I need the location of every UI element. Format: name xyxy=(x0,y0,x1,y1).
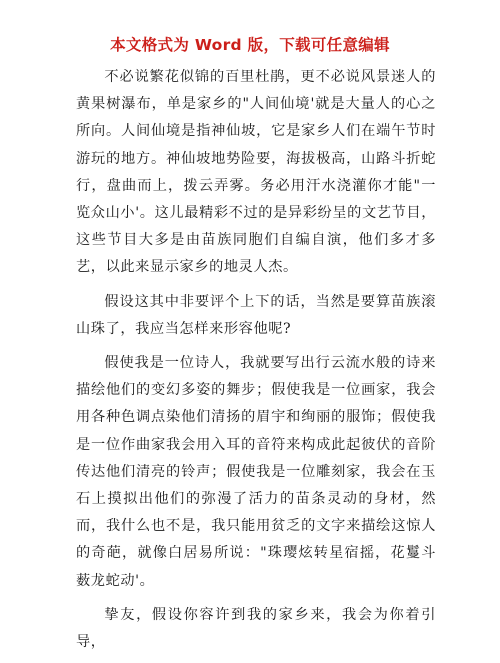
document-title: 本文格式为 Word 版，下载可任意编辑 xyxy=(110,36,390,54)
document-body xyxy=(76,64,436,663)
paragraph: 不必说繁花似锦的百里杜鹃，更不必说风景迷人的黄果树瀑布，单是家乡的"人间仙境'就是大量人的心之所向。人间仙境是指神仙坡，它是家乡人们在端午节时游玩的地方。神仙坡地势险要，海拔极高，山路斗折蛇行，盘曲而上，拨云弄雾。务必用汗水浇灌你才能"一览众山小'。这儿最精彩不过的是异彩纷呈的文艺节目，这些节目大多是由苗族同胞们自编自演，他们多才多艺，以此来显示家乡的地灵人杰。 xyxy=(76,69,436,276)
paragraph: 假使我是一位诗人，我就要写出行云流水般的诗来描绘他们的变幻多姿的舞步；假使我是一位画家，我会用各种色调点染他们清扬的眉宇和绚丽的服饰；假使我是一位作曲家我会用入耳的音符来构成此起彼伏的音阶传达他们清亮的铃声；假使我是一位雕刻家，我会在玉石上摸拟出他们的弥漫了活力的苗条灵动的身材，然而，我什么也不是，我只能用贫乏的文字来描绘这惊人的奇葩，就像白居易所说："珠璎炫转星宿摇，花鬘斗薮龙蛇动'。 xyxy=(76,355,436,589)
paragraph: 假设这其中非要评个上下的话，当然是要算苗族滚山珠了，我应当怎样来形容他呢? xyxy=(76,293,436,337)
paragraph: 挚友，假设你容许到我的家乡来，我会为你着引导， xyxy=(76,606,436,651)
